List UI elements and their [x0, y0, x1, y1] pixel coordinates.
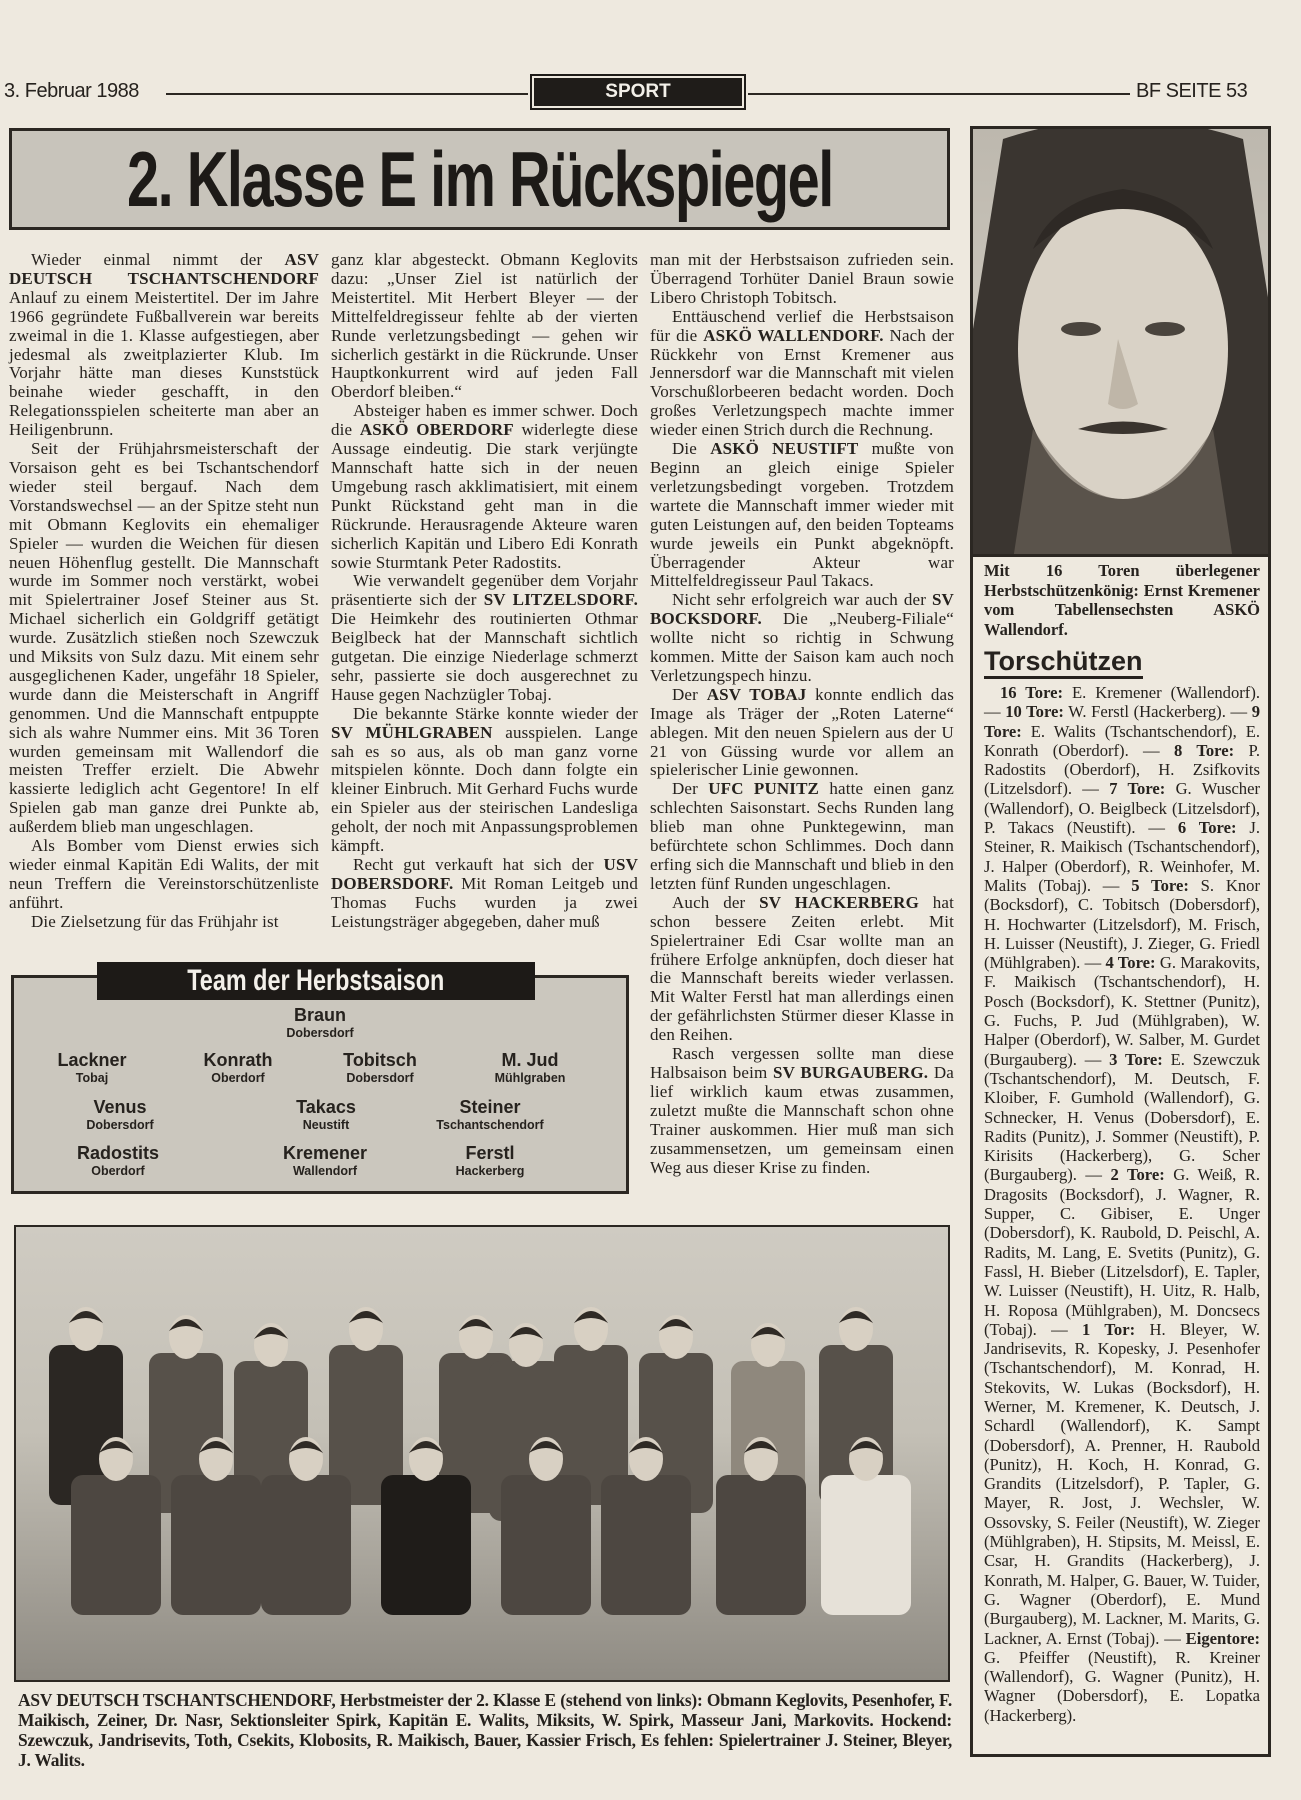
scorer-names: W. Ferstl (Hackerberg). — — [1063, 702, 1252, 722]
goal-count-label: 2 Tore: — [1110, 1165, 1165, 1185]
paragraph-text: Die Zielsetzung für das Frühjahr ist — [31, 911, 279, 931]
page-number: BF SEITE 53 — [1136, 80, 1248, 102]
player-name: Tobitsch — [343, 1050, 417, 1070]
paragraph-text: Absteiger haben es immer schwer. Doch die — [331, 401, 638, 440]
paragraph-text: Auch der — [672, 892, 760, 912]
player-club: Dobersdorf — [346, 1071, 414, 1085]
article-paragraph — [331, 251, 638, 402]
club-name: SV LITZELSDORF. — [483, 590, 638, 610]
goal-count-label: 7 Tore: — [1109, 779, 1166, 799]
scorer-names: E. Walits (Tschantschendorf), E. Konrath (Oberdorf). — — [984, 721, 1260, 760]
club-name: SV BOCKSDORF. — [650, 590, 954, 629]
paragraph-text: ausspielen. Lange sah es so aus, als ob man ganz vorne mitspielen könnte. Doch dann folgte ein kleiner Einbruch. Mit Gerhard Fuchs wurde ein Spieler aus der steirischen Landesliga geholt, der noch mit Anpassungsproblemen kämpft. — [331, 722, 638, 856]
paragraph-text: Enttäuschend verlief die Herbstsaison für die — [650, 306, 954, 345]
scorers-heading: Torschützen — [984, 646, 1143, 679]
goal-count-label: 1 Tor: — [1082, 1319, 1136, 1339]
paragraph-text: widerlegte diese Aussage eindeutig. Die stark verjüngte Mannschaft hatte sich in der neuen Umgebung rasch akklimatisiert, mit einem Punkt Rückstand geht man in die Rückrunde. Herausragende Akteure waren sicherlich Kapitän und Libero Edi Konrath sowie Sturmtank Peter Radostits. — [331, 420, 638, 572]
team-player — [220, 1005, 420, 1041]
goal-count-label: 10 Tore: — [1005, 702, 1064, 722]
player-name: Kremener — [282, 1143, 368, 1163]
club-name: SV HACKERBERG — [759, 892, 919, 912]
team-player — [390, 1143, 590, 1179]
article-paragraph — [650, 686, 954, 781]
scorer-names: G. Pfeiffer (Neustift), R. Kreiner (Wallendorf), G. Wagner (Punitz), H. Wagner (Dobersdorf), E. Lopatka (Hackerberg). — [984, 1647, 1260, 1725]
player-name: Ferstl — [465, 1143, 515, 1163]
article-paragraph — [331, 402, 638, 572]
article-paragraph — [650, 440, 954, 591]
player-name: Lackner — [57, 1050, 127, 1070]
scorer-names: S. Knor (Bocksdorf), C. Tobitsch (Dobersdorf), H. Hochwarter (Litzelsdorf), M. Frisch, H. Luisser (Neustift), J. Zieger, G. Friedl (Mühlgraben). — — [984, 875, 1260, 973]
portrait-image-icon — [973, 129, 1271, 557]
team-player — [390, 1097, 590, 1133]
club-name: SV MÜHLGRABEN — [331, 722, 493, 742]
article-paragraph — [331, 572, 638, 704]
player-name: Steiner — [459, 1097, 521, 1117]
article-paragraph — [9, 913, 319, 932]
paragraph-text: Die bekannte Stärke konnte wieder der — [353, 703, 638, 723]
club-name: USV DOBERSDORF. — [331, 855, 638, 893]
scorer-names: G. Wuscher (Wallendorf), O. Beiglbeck (Litzelsdorf), P. Takacs (Neustift). — — [984, 779, 1260, 838]
team-photo-caption: ASV DEUTSCH TSCHANTSCHENDORF, Herbstmeister der 2. Klasse E (stehend von links): Obmann Keglovits, Pesenhofer, F. Maikisch, Zeiner, Dr. Nasr, Sektionsleiter Spirk, Kapitän E. Walits, Miksits, W. Spirk, Masseur Jani, Markovits. Hockend: Szewczuk, Jandrisevits, Toth, Csekits, Klobosits, R. Maikisch, Bauer, Kassier Frisch, Es fehlen: Spielertrainer J. Steiner, Bleyer, J. Walits. — [18, 1690, 952, 1770]
player-club: Oberdorf — [91, 1164, 145, 1178]
scorer-names: E. Szewczuk (Tschantschendorf), M. Deutsch, F. Kloiber, F. Gumhold (Wallendorf), G. Schnecker, H. Venus (Dobersdorf), E. Radits (Punitz), J. Sommer (Neustift), P. Kirisits (Hackerberg), G. Scher (Burgauberg). — — [984, 1049, 1260, 1185]
player-name: Radostits — [76, 1143, 159, 1163]
paragraph-text: Recht gut verkauft hat sich der — [353, 855, 604, 874]
player-club: Tobaj — [75, 1071, 109, 1085]
team-of-season-heading: Team der Herbstsaison — [187, 964, 445, 997]
article-paragraph — [9, 440, 319, 837]
club-name: ASKÖ WALLENDORF. — [703, 325, 884, 345]
paragraph-text: Wieder einmal nimmt der — [31, 250, 285, 269]
team-photo — [14, 1225, 950, 1682]
team-player — [430, 1050, 630, 1086]
paragraph-text: Als Bomber vom Dienst erwies sich wieder einmal Kapitän Edi Walits, der mit neun Treffern die Vereinstorschützenliste anführt. — [9, 836, 319, 912]
section-label: SPORT — [534, 78, 742, 106]
player-name: Venus — [93, 1097, 147, 1117]
header-rule-left — [166, 93, 528, 95]
club-name: ASKÖ NEUSTIFT — [710, 439, 859, 459]
paragraph-text: Die „Neuberg-Filiale“ wollte nicht so richtig in Schwung kommen. Mitte der Saison kam auch noch Verletzungspech hinzu. — [650, 609, 954, 685]
issue-date: 3. Februar 1988 — [4, 80, 139, 102]
article-paragraph — [331, 705, 638, 856]
player-name: M. Jud — [501, 1050, 559, 1070]
club-name: ASKÖ OBERDORF — [359, 420, 514, 440]
paragraph-text: hatte einen ganz schlechten Saisonstart. Sechs Runden lang blieb man ohne Punktegewinn, man befürchtete schon Schlimmes. Doch dann erfing sich die Mannschaft und blieb in den letzten fünf Runden ungeschlagen. — [650, 779, 954, 893]
paragraph-text: Wie verwandelt gegenüber dem Vorjahr präsentierte sich der — [331, 571, 638, 610]
scorer-names: G. Marakovits, F. Maikisch (Tschantschendorf), H. Posch (Bocksdorf), K. Stettner (Punitz), G. Fuchs, P. Jud (Mühlgraben), W. Halper (Oberdorf), W. Salber, M. Gurdet (Burgauberg). — — [984, 953, 1260, 1069]
article-paragraph — [650, 780, 954, 893]
goal-count-label: 8 Tore: — [1173, 740, 1235, 760]
article-paragraph — [650, 308, 954, 440]
paragraph-text: Nicht sehr erfolgreich war auch der — [672, 590, 932, 610]
team-player — [20, 1097, 220, 1133]
article-paragraph — [650, 894, 954, 1045]
goal-count-label: 3 Tore: — [1109, 1049, 1163, 1069]
header-rule-right — [748, 93, 1130, 95]
player-name: Takacs — [296, 1097, 356, 1117]
paragraph-text: Mit Roman Leitgeb und Thomas Fuchs wurden ja zwei Leistungsträger abgegeben, daher muß — [331, 873, 638, 931]
scorer-names: E. Kremener (Wallendorf). — — [984, 683, 1260, 722]
player-club: Dobersdorf — [286, 1026, 354, 1040]
player-club: Tschantschendorf — [436, 1118, 544, 1132]
article-paragraph — [331, 856, 638, 932]
paragraph-text: Nach der Rückkehr von Ernst Kremener aus Jennersdorf war die Mannschaft mit vielen Vorschußlorbeeren bedacht worden. Doch großes Verletzungspech machte immer wieder einen Strich durch die Rechnung. — [650, 325, 954, 440]
goal-count-label: 9 Tore: — [984, 702, 1260, 741]
paragraph-text: Der — [672, 684, 707, 704]
paragraph-text: Rasch vergessen sollte man diese Halbsaison beim — [650, 1044, 954, 1082]
paragraph-text: man mit der Herbstsaison zufrieden sein. Überragend Torhüter Daniel Braun sowie Libero Christoph Tobitsch. — [650, 250, 954, 307]
scorers-list — [984, 683, 1260, 1725]
article-paragraph — [650, 251, 954, 308]
club-name: UFC PUNITZ — [708, 779, 820, 799]
team-player — [18, 1143, 218, 1179]
club-name: ASV TOBAJ — [706, 684, 807, 704]
paragraph-text: ganz klar abgesteckt. Obmann Keglovits dazu: „Unser Ziel ist natürlich der Meistertitel. Mit Herbert Bleyer — der Mittelfeldregisseur fehlte ab der vierten Runde verletzungsbedingt — gehen wir sicherlich gestärkt in die Rückrunde. Unser Hauptkonkurrent wird auf jeden Fall Oberdorf bleiben.“ — [331, 250, 638, 402]
headline-box — [9, 128, 950, 230]
scorer-names: P. Radostits (Oberdorf), H. Zsifkovits (Litzelsdorf). — — [984, 740, 1260, 799]
paragraph-text: hat schon bessere Zeiten erlebt. Mit Spielertrainer Edi Csar wollte man an frühere Erfolge anknüpfen, doch dieser hat die Mannschaft bereits wieder verlassen. Mit Walter Ferstl hat man allerdings einen der gefährlichsten Stürmer dieser Klasse in den Reihen. — [650, 892, 954, 1045]
scorer-names: H. Bleyer, W. Jandrisevits, R. Kopesky, J. Pesenhofer (Tschantschendorf), M. Konrad, H. Stekovits, W. Lukas (Bocksdorf), H. Werner, M. Kremener, K. Deutsch, J. Schardl (Wallendorf), K. Sampt (Dobersdorf), A. Prenner, H. Raubold (Punitz), H. Koch, H. Konrad, G. Grandits (Litzelsdorf), P. Tapler, G. Mayer, R. Jost, J. Wechsler, W. Ossovsky, S. Feiler (Neustift), W. Zieger (Mühlgraben), H. Stipsits, M. Meissl, E. Csar, H. Grandits (Hackerberg), J. Konrath, M. Halper, G. Bauer, W. Tuider, G. Wagner (Oberdorf), E. Mund (Burgauberg), M. Lackner, M. Marits, G. Lackner, A. Ernst (Tobaj). — — [984, 1319, 1260, 1648]
article-paragraph — [650, 1045, 954, 1177]
club-name: ASV DEUTSCH TSCHANTSCHENDORF — [9, 250, 319, 288]
player-club: Neustift — [302, 1118, 350, 1132]
headline: 2. Klasse E im Rückspiegel — [126, 134, 833, 223]
player-club: Oberdorf — [211, 1071, 265, 1085]
team-photo-image-icon — [16, 1227, 950, 1682]
player-club: Mühlgraben — [494, 1071, 566, 1085]
article-column-3 — [650, 251, 954, 1177]
portrait-caption: Mit 16 Toren überlegener Herbstschützenkönig: Ernst Kremener vom Tabellensechsten ASKÖ Wallendorf. — [984, 561, 1260, 639]
paragraph-text: Da lief wirklich kaum etwas zusammen, zuletzt mußte die Mannschaft schon ohne Trainer auskommen. Hier muß man sich zusammensetzen, um gemeinsam einen Weg aus dieser Krise zu finden. — [650, 1062, 954, 1177]
player-club: Wallendorf — [292, 1164, 358, 1178]
scorer-names: G. Weiß, R. Dragosits (Bocksdorf), J. Wagner, R. Supper, C. Gibiser, E. Unger (Dobersdorf), K. Raubold, D. Peischl, A. Radits, M. Lang, E. Svetits (Punitz), G. Fassl, H. Bieber (Litzelsdorf), E. Tapler, W. Luisser (Neustift), H. Uitz, R. Halb, H. Roposa (Mühlgraben), M. Doncsecs (Tobaj). — — [984, 1165, 1260, 1339]
goal-count-label: Eigentore: — [1185, 1628, 1260, 1648]
goal-count-label: 16 Tore: — [1000, 683, 1064, 702]
article-column-2 — [331, 251, 638, 932]
article-paragraph — [9, 837, 319, 913]
section-label-box — [530, 74, 746, 110]
player-name: Konrath — [203, 1050, 273, 1070]
portrait-photo — [970, 126, 1271, 557]
goal-count-label: 4 Tore: — [1105, 953, 1156, 973]
paragraph-text: mußte von Beginn an gleich einige Spieler verletzungsbedingt vorgeben. Trotzdem wartete die Mannschaft immer wieder mit guten Leistungen auf, den beiden Topteams wurde jeweils ein Punkt abgeknöpft. Überragender Akteur war Mittelfeldregisseur Paul Takacs. — [650, 439, 954, 591]
article-column-1 — [9, 251, 319, 932]
player-club: Hackerberg — [455, 1164, 525, 1178]
player-name: Braun — [293, 1005, 346, 1025]
goal-count-label: 6 Tore: — [1177, 818, 1237, 838]
paragraph-text: Die Heimkehr des routinierten Othmar Beiglbeck hat der Mannschaft sichtlich gutgetan. Die einzige Niederlage schmerzt sehr, passierte sie doch ausgerechnet zu Hause gegen Nachzügler Tobaj. — [331, 609, 638, 704]
article-paragraph — [650, 591, 954, 686]
goal-count-label: 5 Tore: — [1131, 875, 1189, 895]
paragraph-text: Die — [672, 439, 711, 459]
paragraph-text: konnte endlich das Image als Träger der „Roten Laterne“ ablegen. Mit den neuen Spielern aus der U 21 von Güssing wurde vor allem an spielerischer Linie gewonnen. — [650, 684, 954, 780]
paragraph-text: Anlauf zu einem Meistertitel. Der im Jahre 1966 gegründete Fußballverein war bereits zweimal in die 1. Klasse aufgestiegen, aber jedesmal als zweitplazierter Klub. Im Vorjahr hätte man dieses Kunststück beinahe wieder geschafft, in den Relegationsspielen scheiterte man aber an Heiligenbrunn. — [9, 287, 319, 440]
paragraph-text: Seit der Frühjahrsmeisterschaft der Vorsaison geht es bei Tschantschendorf wieder steil bergauf. Nach dem Vorstandswechsel — an der Spitze steht nun mit Obmann Keglovits ein ehemaliger Spieler — wurden die Weichen für diesen neuen Höhenflug gestellt. Die Mannschaft wurde im Sommer noch verstärkt, wobei mit Spielertrainer Josef Steiner aus St. Michael sicherlich ein Goldgriff getätigt wurde. Zusätzlich stießen noch Szewczuk und Miksits von Sulz dazu. Mit einem sehr ausgeglichenen Kader, ungefähr 18 Spieler, wurde dann die Meisterschaft in Angriff genommen. Und die Mannschaft entpuppte sich als wahre Nummer eins. Mit 36 Toren wurden gemeinsam mit Wallendorf die meisten Treffer erzielt. Die Abwehr kassierte lediglich acht Gegentore! In elf Spielen gab man ganze drei Punkte ab, außerdem blieb man ungeschlagen. — [9, 439, 319, 837]
scorer-names: J. Steiner, R. Maikisch (Tschantschendorf), J. Halper (Oberdorf), R. Weinhofer, M. Malits (Tobaj). — — [984, 818, 1260, 895]
team-of-season-heading-bar — [97, 962, 535, 1000]
player-club: Dobersdorf — [86, 1118, 154, 1132]
club-name: SV BURGAUBERG. — [773, 1062, 929, 1082]
paragraph-text: Der — [672, 779, 709, 799]
article-paragraph — [9, 251, 319, 440]
